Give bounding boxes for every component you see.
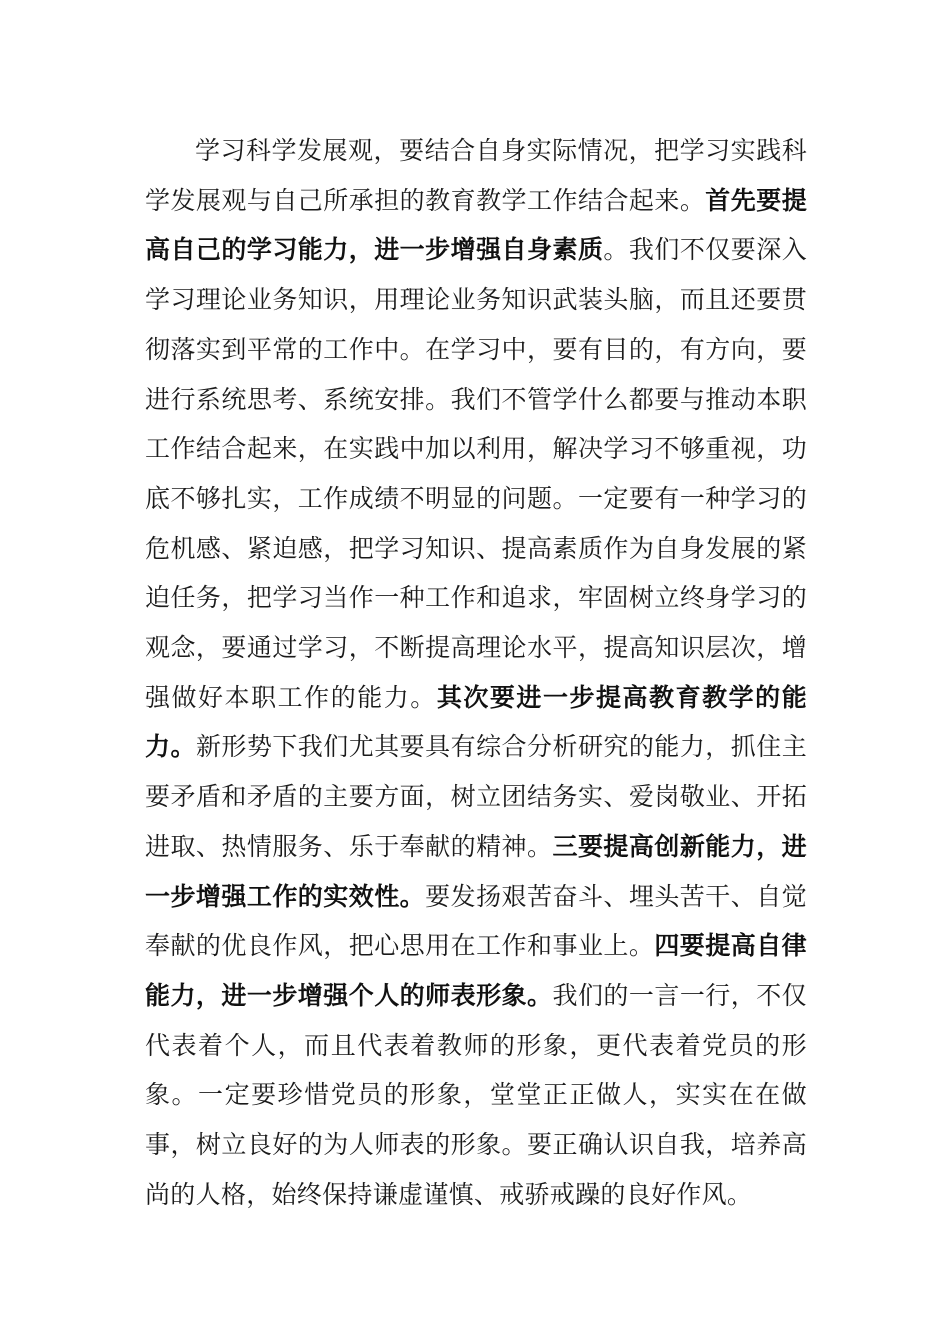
body-paragraph — [145, 126, 807, 1219]
bold-heading-3: 三要提高创新能力，进一步增强工作的实效性。 — [145, 831, 807, 911]
text-segment: 新形势下我们尤其要具有综合分析研究的能力，抓住主要矛盾和矛盾的主要方面，树立团结务实、爱岗敬业、开拓进取、热情服务、乐于奉献的精神。 — [145, 732, 807, 861]
bold-heading-4: 四要提高自律能力，进一步增强个人的师表形象。 — [145, 931, 807, 1010]
text-segment: 我们的一言一行，不仅代表着个人，而且代表着教师的形象，更代表着党员的形象。一定要珍惜党员的形象，堂堂正正做人，实实在在做事，树立良好的为人师表的形象。要正确认识自我，培养高尚的人格，始终保持谦虚谨慎、戒骄戒躁的良好作风。 — [145, 980, 807, 1209]
bold-heading-1: 首先要提高自己的学习能力，进一步增强自身素质 — [145, 185, 807, 265]
text-segment: 要发扬艰苦奋斗、埋头苦干、自觉奉献的优良作风，把心思用在工作和事业上。 — [145, 881, 807, 961]
text-segment: 。我们不仅要深入学习理论业务知识，用理论业务知识武装头脑，而且还要贯彻落实到平常的工作中。在学习中，要有目的，有方向，要进行系统思考、系统安排。我们不管学什么都要与推动本职工作结合起来，在实践中加以利用，解决学习不够重视，功底不够扎实，工作成绩不明显的问题。一定要有一种学习的危机感、紧迫感，把学习知识、提高素质作为自身发展的紧迫任务，把学习当作一种工作和追求，牢固树立终身学习的观念，要通过学习，不断提高理论水平，提高知识层次，增强做好本职工作的能力。 — [145, 235, 807, 712]
bold-heading-2: 其次要进一步提高教育教学的能力。 — [145, 682, 807, 762]
text-segment: 学习科学发展观，要结合自身实际情况，把学习实践科学发展观与自己所承担的教育教学工作结合起来。 — [145, 136, 807, 215]
